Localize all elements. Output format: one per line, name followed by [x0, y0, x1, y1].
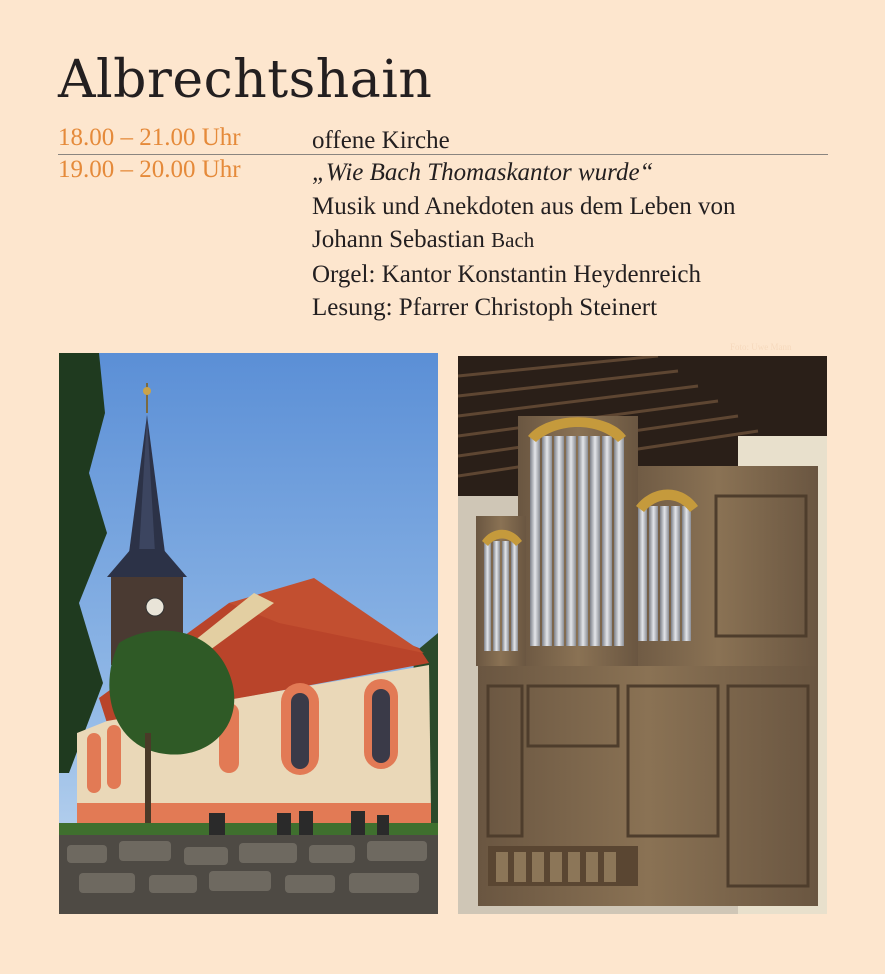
composer-surname: Bach — [491, 228, 535, 252]
event-line — [312, 223, 736, 258]
photo-credit: Foto: Uwe Mann — [730, 342, 792, 352]
event-time: 18.00 – 21.00 Uhr — [58, 124, 241, 151]
event-details — [312, 156, 736, 325]
church-photo — [59, 353, 438, 914]
composer-name: Johann Sebastian — [312, 226, 485, 253]
event-title: „Wie Bach Thomaskantor wurde“ — [312, 159, 654, 186]
event-row-1 — [58, 124, 828, 155]
event-line: Lesung: Pfarrer Christoph Steinert — [312, 294, 658, 321]
event-line: Orgel: Kantor Konstantin Heydenreich — [312, 260, 702, 288]
organ-photo — [458, 356, 827, 914]
event-time: 19.00 – 20.00 Uhr — [58, 156, 241, 183]
page-title: Albrechtshain — [58, 50, 433, 110]
event-description: offene Kirche — [312, 127, 450, 154]
event-line: Musik und Anekdoten aus dem Leben von — [312, 192, 736, 220]
